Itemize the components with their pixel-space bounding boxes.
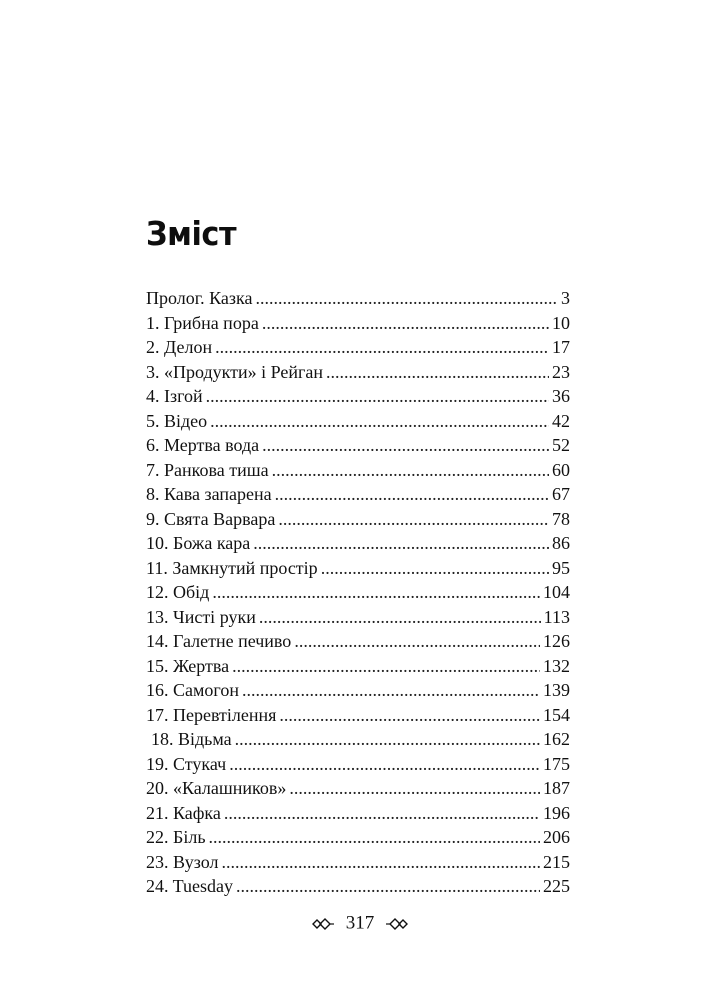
toc-dot-leader	[289, 776, 540, 801]
toc-entry-page: 10	[552, 312, 570, 333]
toc-entry-page: 17	[552, 337, 570, 357]
toc-entry	[146, 311, 570, 336]
toc-entry-page: 36	[552, 386, 570, 406]
toc-entry	[146, 605, 570, 630]
toc-entry	[146, 801, 570, 826]
toc-entry	[146, 727, 570, 752]
toc-dot-leader	[224, 801, 540, 826]
toc-entry	[146, 629, 570, 654]
toc-entry-page: 3	[561, 288, 570, 308]
toc-dot-leader	[222, 850, 540, 875]
toc-entry-title: 20. «Калашников»	[146, 778, 287, 798]
toc-entry	[146, 850, 570, 875]
toc-entry	[146, 874, 570, 899]
toc-entry	[146, 678, 570, 703]
toc-entry-title: 11. Замкнутий простір	[146, 557, 318, 578]
toc-entry-title: 13. Чисті руки	[146, 606, 256, 627]
toc-entry-page: 42	[552, 410, 570, 431]
toc-entry-page: 139	[543, 680, 570, 700]
toc-entry-page: 67	[552, 484, 570, 504]
toc-dot-leader	[279, 703, 540, 728]
toc-entry-title: 1. Грибна пора	[146, 312, 259, 333]
toc-entry-title: Пролог. Казка	[146, 288, 253, 308]
toc-dot-leader	[210, 409, 549, 434]
page-number: 317	[345, 912, 375, 934]
toc-entry	[146, 531, 570, 556]
toc-dot-leader	[209, 825, 540, 850]
toc-dot-leader	[255, 286, 558, 311]
toc-entry-page: 126	[543, 631, 570, 651]
toc-entry-title: 3. «Продукти» і Рейган	[146, 361, 324, 382]
toc-dot-leader	[275, 482, 549, 507]
toc-entry-title: 6. Мертва вода	[146, 435, 260, 455]
toc-entry-title: 14. Галетне печиво	[146, 631, 292, 651]
toc-entry-title: 21. Кафка	[146, 802, 221, 823]
toc-entry	[146, 433, 570, 458]
toc-dot-leader	[259, 605, 541, 630]
toc-dot-leader	[236, 874, 540, 899]
page-footer	[0, 912, 720, 935]
toc-dot-leader	[278, 507, 549, 532]
toc-entry-title: 4. Ізгой	[146, 386, 203, 406]
toc-entry-title: 22. Біль	[146, 827, 206, 847]
toc-entry-title: 7. Ранкова тиша	[146, 459, 269, 480]
toc-dot-leader	[206, 384, 549, 409]
toc-entry-page: 113	[543, 606, 570, 627]
toc-entry-page: 187	[543, 778, 570, 798]
toc-entry	[146, 507, 570, 532]
toc-entry-page: 175	[543, 753, 570, 774]
toc-entry-title: 15. Жертва	[146, 655, 230, 676]
toc-entry-page: 95	[552, 557, 570, 578]
toc-entry	[146, 360, 570, 385]
toc-dot-leader	[262, 311, 549, 336]
toc-entry	[146, 482, 570, 507]
toc-entry-page: 23	[552, 361, 570, 382]
toc-entry	[146, 703, 570, 728]
toc-entry	[146, 556, 570, 581]
page-title: Зміст	[146, 214, 237, 253]
toc-entry-page: 215	[543, 851, 570, 872]
toc-dot-leader	[294, 629, 540, 654]
toc-entry-page: 162	[543, 729, 570, 749]
toc-entry-page: 154	[543, 704, 570, 725]
toc-entry-page: 225	[543, 876, 570, 896]
toc-entry-page: 196	[543, 802, 570, 823]
toc-entry	[146, 654, 570, 679]
toc-entry-title: 10. Божа кара	[146, 533, 251, 553]
toc-entry-page: 132	[543, 655, 570, 676]
toc-entry-title: 19. Стукач	[146, 753, 227, 774]
toc-entry-page: 52	[552, 435, 570, 455]
toc-entry-page: 86	[552, 533, 570, 553]
toc-entry	[146, 458, 570, 483]
toc-entry	[146, 384, 570, 409]
toc-entry-title: 18. Відьма	[151, 729, 232, 749]
ornament-right-icon	[385, 918, 409, 930]
toc-dot-leader	[235, 727, 540, 752]
toc-dot-leader	[212, 580, 540, 605]
ornament-left-icon	[311, 918, 335, 930]
toc-entry	[146, 776, 570, 801]
toc-entry-title: 16. Самогон	[146, 680, 239, 700]
toc-dot-leader	[229, 752, 540, 777]
toc-entry	[146, 335, 570, 360]
toc-entry	[146, 409, 570, 434]
toc-entry-title: 9. Свята Варвара	[146, 508, 276, 529]
toc-dot-leader	[232, 654, 540, 679]
toc-entry-page: 206	[543, 827, 570, 847]
table-of-contents	[146, 286, 570, 899]
toc-entry-page: 104	[543, 582, 570, 602]
toc-entry-title: 17. Перевтілення	[146, 704, 277, 725]
toc-entry-page: 60	[552, 459, 570, 480]
toc-dot-leader	[215, 335, 549, 360]
toc-entry-title: 23. Вузол	[146, 851, 219, 872]
toc-dot-leader	[272, 458, 549, 483]
toc-dot-leader	[321, 556, 549, 581]
toc-dot-leader	[242, 678, 540, 703]
toc-entry-title: 12. Обід	[146, 582, 210, 602]
toc-entry-title: 2. Делон	[146, 337, 213, 357]
toc-dot-leader	[326, 360, 549, 385]
toc-dot-leader	[253, 531, 549, 556]
toc-entry	[146, 752, 570, 777]
toc-entry	[146, 286, 570, 311]
toc-entry-title: 8. Кава запарена	[146, 484, 272, 504]
toc-entry	[146, 580, 570, 605]
toc-entry-title: 5. Відео	[146, 410, 208, 431]
toc-dot-leader	[262, 433, 549, 458]
toc-entry-page: 78	[552, 508, 570, 529]
toc-entry-title: 24. Tuesday	[146, 876, 234, 896]
toc-entry	[146, 825, 570, 850]
